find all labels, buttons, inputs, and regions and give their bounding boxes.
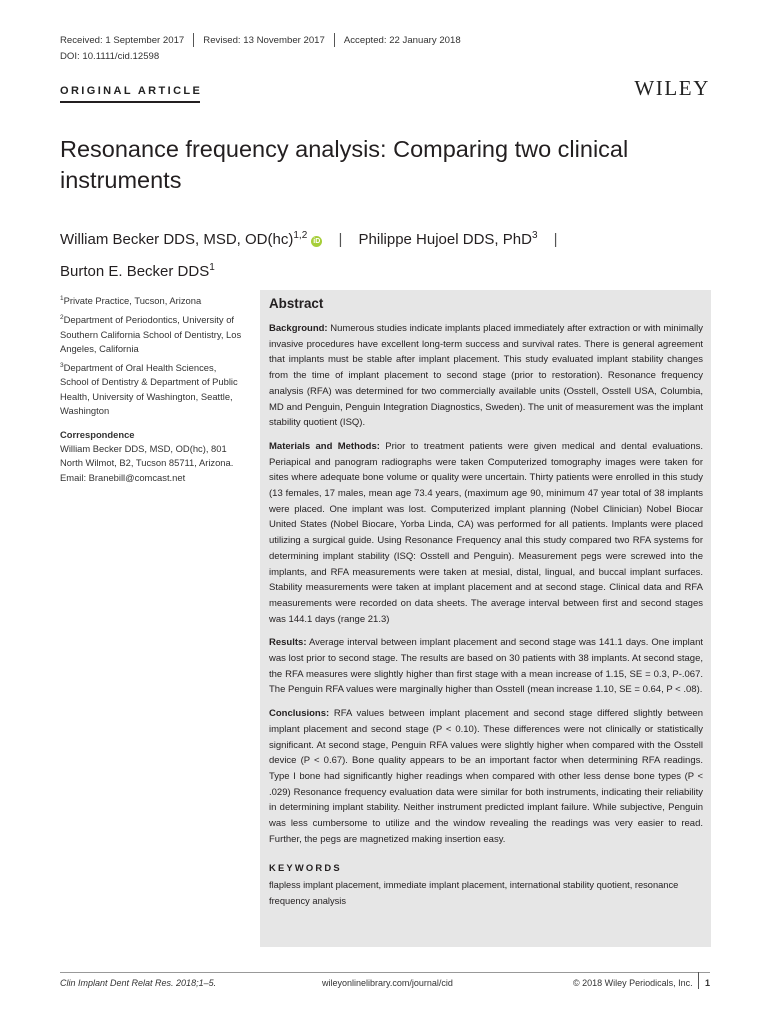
conclusions-label: Conclusions: — [269, 708, 330, 720]
affiliation — [60, 292, 245, 308]
results-label: Results: — [269, 637, 307, 649]
author-name: William Becker DDS, MSD, OD(hc) — [60, 231, 294, 248]
abstract-conclusions — [269, 706, 703, 847]
affil-text: Department of Periodontics, University of Southern California School of Dentistry, Los Angeles, California — [60, 314, 242, 354]
background-text: Numerous studies indicate implants placed immediately after extraction or with minimally invasive procedures have excellent long-term success and survival rates. There is general agreement that implants must be stable after implant placement. This study evaluated implant stability changes from the time of implant placement to second stage (prior to restoration). Resonance frequency analysis (RFA) was determined for two commercially available units (Osstell, Osstell USA, Columbia, MD and Penguin, Penguin Integration Diagnostics, Sweden). The unit of measurement was the implant stability quotient (ISQ). — [269, 323, 703, 429]
abstract-heading: Abstract — [269, 296, 324, 311]
affil-text: Private Practice, Tucson, Arizona — [63, 295, 202, 307]
journal-citation: Clin Implant Dent Relat Res. 2018;1–5. — [60, 978, 217, 988]
affiliations — [60, 292, 245, 488]
author-name: Philippe Hujoel DDS, PhD — [358, 231, 532, 248]
author-separator: | — [338, 231, 343, 248]
author-list — [60, 222, 710, 286]
author-affil-sup: 1,2 — [293, 230, 308, 241]
author-affil-sup: 3 — [531, 230, 538, 241]
copyright: © 2018 Wiley Periodicals, Inc. — [573, 978, 693, 988]
affil-sup: 2 — [60, 314, 64, 322]
footer-rule — [60, 972, 710, 973]
conclusions-text: RFA values between implant placement and second stage differed slightly between implant placement and second stage (P < 0.10). These differences were not clinically or statistically significant. At second stage, Penguin RFA values were slightly higher when compared with the Osstell device (P < 0.67). Bone quality appears to be an important factor when determining RFA readings. Type I bone had significantly higher readings when compared with other less dense bone types (P < .029) Resonance frequency evaluation data were similar for both instruments, indicating their reliability in determining implant stability. Neither instrument predicted implant failure. While subjective, Penguin was less cumbersome to utilize and the window revealing the readings was very easier to read. Further, the pegs are magnetized making insertion easy. — [269, 708, 704, 845]
article-history — [60, 33, 461, 47]
received-date: Received: 1 September 2017 — [60, 34, 185, 46]
methods-label: Materials and Methods: — [269, 440, 380, 452]
orcid-icon[interactable]: iD — [313, 238, 321, 245]
doi[interactable]: DOI: 10.1111/cid.12598 — [60, 51, 160, 62]
keywords-heading: KEYWORDS — [269, 861, 342, 873]
accepted-date: Accepted: 22 January 2018 — [343, 34, 461, 46]
section-label: ORIGINAL ARTICLE — [60, 85, 203, 97]
affil-sup: 1 — [60, 295, 64, 302]
abstract-methods — [269, 439, 703, 627]
correspondence-text: William Becker DDS, MSD, OD(hc), 801 North Wilmot, B2, Tucson 85711, Arizona. Email: Branebill@comcast.net — [60, 443, 234, 483]
author-name: Burton E. Becker DDS — [60, 263, 210, 280]
divider — [193, 33, 194, 47]
section-underline — [60, 101, 200, 103]
footer-divider — [698, 972, 699, 989]
results-text: Average interval between implant placement and second stage was 141.1 days. One implant was lost prior to second stage. The results are based on 30 patients with 38 implants. At second stage, the RFA measures were slightly higher than first stage with a mean increase of 1.15, SE = 0.3, P-.067. The Penguin RFA values were marginally higher than Osstell (mean increase 1.10, SE = 0.64, P < .08). — [269, 637, 704, 696]
revised-date: Revised: 13 November 2017 — [203, 34, 325, 46]
affiliation — [60, 311, 245, 356]
journal-url[interactable]: wileyonlinelibrary.com/journal/cid — [322, 978, 453, 988]
abstract-background — [269, 321, 703, 431]
abstract-results — [269, 635, 703, 698]
keywords-text: flapless implant placement, immediate implant placement, international stability quotient, resonance frequency analysis — [269, 879, 679, 906]
affil-text: Department of Oral Health Sciences, School of Dentistry & Department of Public Health, University of Washington, Seattle, Washington — [60, 362, 238, 416]
publisher-logo: WILEY — [634, 76, 710, 100]
methods-text: Prior to treatment patients were given medical and dental evaluations. Periapical and panogram radiographs were taken Computerized tomography images were taken for sites where adequate bone volume or quality were uncertain. Thirty patients were enrolled in this study (13 females, 17 males, mean age 73.4 years, (maximum age 90, minimum 47 year total of 38 implants were placed. One implant was lost. Computerized implant planning (Nobel Clinician) Nobel Biocar United States (Nobel Biocare, Yorba Linda, CA) was performed for all patients. Implants were placed utilizing a surgical guide. Using Resonance Frequency anal this study compared two RFA systems for determining implant stability (ISQ: Osstell and Penguin). Measurement pegs were screwed into the implants, and RFA measurements were taken at mesial, distal, lingual, and buccal implant surfaces. Stability measurements were taken at implant placement and at second stage. Clinical data and RFA measurements were recorded on data sheets. The average interval between first and second stages was 144.1 days (range 21.3) — [269, 440, 704, 625]
affil-sup: 3 — [60, 362, 64, 370]
author-affil-sup: 1 — [209, 262, 215, 273]
article-title: Resonance frequency analysis: Comparing two clinical instruments — [60, 136, 629, 193]
abstract-box — [260, 290, 711, 947]
divider — [334, 33, 335, 47]
background-label: Background: — [269, 323, 328, 334]
affiliation — [60, 359, 245, 418]
author-separator: | — [553, 231, 558, 248]
page-number: 1 — [705, 978, 711, 988]
correspondence-heading: Correspondence — [60, 429, 135, 440]
